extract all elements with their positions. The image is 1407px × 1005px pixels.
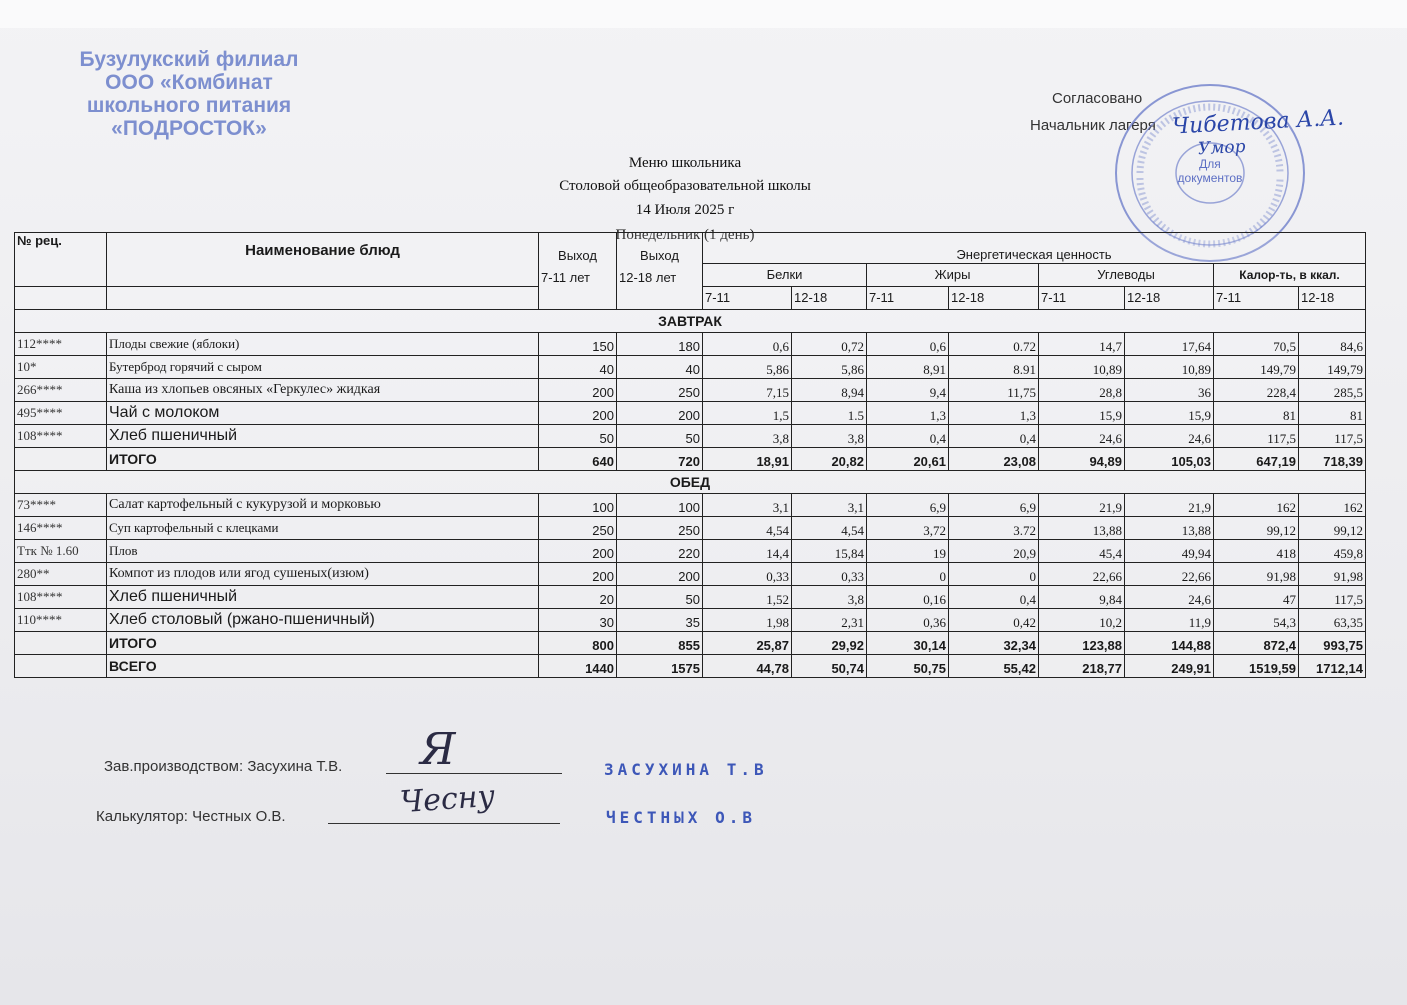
table-row	[15, 609, 1366, 632]
value-cell: 10,2	[1039, 609, 1125, 632]
total-value-cell: 872,4	[1214, 632, 1299, 655]
total-value-cell: 718,39	[1299, 448, 1366, 471]
table-row	[15, 563, 1366, 586]
empty-cell	[15, 632, 107, 655]
value-cell: 3.72	[949, 517, 1039, 540]
total-value-cell: 855	[617, 632, 703, 655]
col-output-b-header	[617, 233, 703, 310]
value-cell: 0.72	[949, 333, 1039, 356]
value-cell: 0	[867, 563, 949, 586]
menu-body	[15, 310, 1366, 678]
dish-name: Компот из плодов или ягод сушеных(изюм)	[107, 563, 539, 586]
table-row	[15, 586, 1366, 609]
total-value-cell: 640	[539, 448, 617, 471]
value-cell: 9,4	[867, 379, 949, 402]
value-cell: 0,4	[867, 425, 949, 448]
col-name-header: Наименование блюд	[107, 233, 539, 287]
total-value-cell: 1712,14	[1299, 655, 1366, 678]
calculator-label: Калькулятор: Честных О.В.	[96, 808, 286, 825]
value-cell: 81	[1214, 402, 1299, 425]
value-cell: 10,89	[1039, 356, 1125, 379]
value-cell: 0,4	[949, 425, 1039, 448]
value-cell: 1,3	[949, 402, 1039, 425]
signature-underline	[386, 773, 562, 774]
table-row	[15, 379, 1366, 402]
value-cell: 228,4	[1214, 379, 1299, 402]
value-cell: 0,6	[867, 333, 949, 356]
value-cell: 40	[539, 356, 617, 379]
value-cell: 0,36	[867, 609, 949, 632]
org-stamp-line: ООО «Комбинат	[105, 71, 273, 94]
total-row	[15, 448, 1366, 471]
value-cell: 250	[617, 517, 703, 540]
paper-edge	[0, 0, 1407, 28]
value-cell: 22,66	[1039, 563, 1125, 586]
value-cell: 3,8	[703, 425, 792, 448]
value-cell: 14,4	[703, 540, 792, 563]
value-cell: 5,86	[792, 356, 867, 379]
value-cell: 418	[1214, 540, 1299, 563]
value-cell: 6,9	[949, 494, 1039, 517]
fats-header: Жиры	[867, 264, 1039, 287]
approval-position: Начальник лагеря	[1030, 117, 1156, 134]
value-cell: 162	[1299, 494, 1366, 517]
total-value-cell: 144,88	[1125, 632, 1214, 655]
value-cell: 50	[617, 586, 703, 609]
value-cell: 21,9	[1125, 494, 1214, 517]
value-cell: 70,5	[1214, 333, 1299, 356]
value-cell: 8.91	[949, 356, 1039, 379]
col-code-header: № рец.	[15, 233, 107, 287]
section-row	[15, 310, 1366, 333]
value-cell: 149,79	[1214, 356, 1299, 379]
recipe-code: Ттк № 1.60	[15, 540, 107, 563]
value-cell: 117,5	[1299, 586, 1366, 609]
recipe-code: 110****	[15, 609, 107, 632]
total-value-cell: 50,75	[867, 655, 949, 678]
table-row	[15, 540, 1366, 563]
table-row	[15, 517, 1366, 540]
value-cell: 19	[867, 540, 949, 563]
value-cell: 3,72	[867, 517, 949, 540]
total-value-cell: 25,87	[703, 632, 792, 655]
value-cell: 1,52	[703, 586, 792, 609]
value-cell: 459,8	[1299, 540, 1366, 563]
production-manager-signature: Я	[420, 724, 456, 775]
value-cell: 0,33	[792, 563, 867, 586]
value-cell: 24,6	[1125, 586, 1214, 609]
output-label: Выход	[558, 248, 597, 263]
output-age: 12-18 лет	[619, 270, 677, 285]
production-manager-label: Зав.производством: Засухина Т.В.	[104, 758, 343, 775]
value-cell: 45,4	[1039, 540, 1125, 563]
age-a-header: 7-11	[1214, 287, 1299, 310]
value-cell: 100	[617, 494, 703, 517]
organization-stamp	[64, 48, 314, 140]
value-cell: 1,3	[867, 402, 949, 425]
value-cell: 15,9	[1125, 402, 1214, 425]
value-cell: 91,98	[1214, 563, 1299, 586]
value-cell: 11,75	[949, 379, 1039, 402]
value-cell: 8,94	[792, 379, 867, 402]
total-value-cell: 105,03	[1125, 448, 1214, 471]
value-cell: 8,91	[867, 356, 949, 379]
value-cell: 84,6	[1299, 333, 1366, 356]
col-output-a-header	[539, 233, 617, 310]
value-cell: 49,94	[1125, 540, 1214, 563]
value-cell: 91,98	[1299, 563, 1366, 586]
output-age: 7-11 лет	[541, 270, 591, 285]
value-cell: 3,1	[703, 494, 792, 517]
proteins-header: Белки	[703, 264, 867, 287]
section-title: ОБЕД	[15, 471, 1366, 494]
value-cell: 36	[1125, 379, 1214, 402]
dish-name: Чай с молоком	[107, 402, 539, 425]
dish-name: Хлеб пшеничный	[107, 425, 539, 448]
age-b-header: 12-18	[792, 287, 867, 310]
section-row	[15, 471, 1366, 494]
empty-cell	[15, 287, 107, 310]
value-cell: 0	[949, 563, 1039, 586]
value-cell: 3,8	[792, 425, 867, 448]
value-cell: 1.5	[792, 402, 867, 425]
total-value-cell: 1519,59	[1214, 655, 1299, 678]
value-cell: 0,33	[703, 563, 792, 586]
total-value-cell: 218,77	[1039, 655, 1125, 678]
value-cell: 20	[539, 586, 617, 609]
value-cell: 99,12	[1299, 517, 1366, 540]
total-value-cell: 55,42	[949, 655, 1039, 678]
total-label: ВСЕГО	[107, 655, 539, 678]
value-cell: 21,9	[1039, 494, 1125, 517]
value-cell: 15,9	[1039, 402, 1125, 425]
value-cell: 10,89	[1125, 356, 1214, 379]
value-cell: 14,7	[1039, 333, 1125, 356]
total-row	[15, 632, 1366, 655]
value-cell: 250	[539, 517, 617, 540]
empty-cell	[15, 655, 107, 678]
total-value-cell: 32,34	[949, 632, 1039, 655]
calculator-signature: Чесну	[398, 778, 497, 821]
value-cell: 200	[617, 563, 703, 586]
table-row	[15, 402, 1366, 425]
value-cell: 0,72	[792, 333, 867, 356]
total-value-cell: 50,74	[792, 655, 867, 678]
value-cell: 0,6	[703, 333, 792, 356]
dish-name: Плоды свежие (яблоки)	[107, 333, 539, 356]
value-cell: 13,88	[1039, 517, 1125, 540]
stamp-center-text: документов	[1177, 171, 1243, 185]
value-cell: 17,64	[1125, 333, 1214, 356]
stamp-center-text: Для	[1199, 157, 1221, 171]
value-cell: 20,9	[949, 540, 1039, 563]
value-cell: 13,88	[1125, 517, 1214, 540]
age-a-header: 7-11	[867, 287, 949, 310]
age-b-header: 12-18	[1125, 287, 1214, 310]
total-value-cell: 44,78	[703, 655, 792, 678]
org-stamp-line: Бузулукский филиал	[79, 48, 299, 71]
table-row	[15, 356, 1366, 379]
value-cell: 150	[539, 333, 617, 356]
value-cell: 100	[539, 494, 617, 517]
doc-subtitle: Столовой общеобразовательной школы	[559, 178, 811, 194]
value-cell: 0,16	[867, 586, 949, 609]
value-cell: 15,84	[792, 540, 867, 563]
value-cell: 22,66	[1125, 563, 1214, 586]
total-value-cell: 30,14	[867, 632, 949, 655]
empty-cell	[107, 287, 539, 310]
total-value-cell: 23,08	[949, 448, 1039, 471]
doc-title: Меню школьника	[628, 155, 742, 171]
value-cell: 117,5	[1214, 425, 1299, 448]
value-cell: 0,42	[949, 609, 1039, 632]
energy-header: Энергетическая ценность	[703, 233, 1366, 264]
value-cell: 50	[617, 425, 703, 448]
section-title: ЗАВТРАК	[15, 310, 1366, 333]
value-cell: 35	[617, 609, 703, 632]
value-cell: 162	[1214, 494, 1299, 517]
value-cell: 81	[1299, 402, 1366, 425]
output-label: Выход	[640, 248, 679, 263]
dish-name: Салат картофельный с кукурузой и морковью	[107, 494, 539, 517]
value-cell: 4,54	[703, 517, 792, 540]
total-value-cell: 94,89	[1039, 448, 1125, 471]
recipe-code: 73****	[15, 494, 107, 517]
value-cell: 9,84	[1039, 586, 1125, 609]
total-value-cell: 800	[539, 632, 617, 655]
approver-signature: Чибетова А.А.	[1171, 105, 1345, 140]
value-cell: 6,9	[867, 494, 949, 517]
total-value-cell: 1575	[617, 655, 703, 678]
recipe-code: 10*	[15, 356, 107, 379]
total-label: ИТОГО	[107, 632, 539, 655]
table-row	[15, 333, 1366, 356]
value-cell: 200	[539, 379, 617, 402]
total-value-cell: 249,91	[1125, 655, 1214, 678]
total-label: ИТОГО	[107, 448, 539, 471]
approval-label: Согласовано	[1052, 90, 1143, 107]
total-row	[15, 655, 1366, 678]
value-cell: 1,5	[703, 402, 792, 425]
menu-table	[14, 232, 1366, 678]
table-row	[15, 425, 1366, 448]
total-value-cell: 29,92	[792, 632, 867, 655]
total-value-cell: 993,75	[1299, 632, 1366, 655]
value-cell: 30	[539, 609, 617, 632]
value-cell: 180	[617, 333, 703, 356]
table-row	[15, 494, 1366, 517]
age-a-header: 7-11	[1039, 287, 1125, 310]
value-cell: 11,9	[1125, 609, 1214, 632]
total-value-cell: 720	[617, 448, 703, 471]
total-value-cell: 1440	[539, 655, 617, 678]
doc-day: Понедельник (1 день)	[615, 227, 755, 243]
value-cell: 250	[617, 379, 703, 402]
value-cell: 24,6	[1125, 425, 1214, 448]
value-cell: 54,3	[1214, 609, 1299, 632]
dish-name: Бутерброд горячий с сыром	[107, 356, 539, 379]
dish-name: Плов	[107, 540, 539, 563]
recipe-code: 266****	[15, 379, 107, 402]
dish-name: Хлеб столовый (ржано-пшеничный)	[107, 609, 539, 632]
header-row	[15, 233, 1366, 264]
recipe-code: 495****	[15, 402, 107, 425]
value-cell: 117,5	[1299, 425, 1366, 448]
age-a-header: 7-11	[703, 287, 792, 310]
age-b-header: 12-18	[949, 287, 1039, 310]
value-cell: 28,8	[1039, 379, 1125, 402]
value-cell: 200	[617, 402, 703, 425]
value-cell: 24,6	[1039, 425, 1125, 448]
org-stamp-line: «ПОДРОСТОК»	[111, 117, 267, 140]
value-cell: 220	[617, 540, 703, 563]
value-cell: 99,12	[1214, 517, 1299, 540]
value-cell: 285,5	[1299, 379, 1366, 402]
production-manager-stamp: ЗАСУХИНА Т.В	[604, 760, 768, 779]
value-cell: 0,4	[949, 586, 1039, 609]
dish-name: Каша из хлопьев овсяных «Геркулес» жидкая	[107, 379, 539, 402]
carbs-header: Углеводы	[1039, 264, 1214, 287]
value-cell: 5,86	[703, 356, 792, 379]
recipe-code: 112****	[15, 333, 107, 356]
recipe-code: 108****	[15, 425, 107, 448]
total-value-cell: 20,82	[792, 448, 867, 471]
value-cell: 149,79	[1299, 356, 1366, 379]
recipe-code: 108****	[15, 586, 107, 609]
signature-underline	[328, 823, 560, 824]
value-cell: 63,35	[1299, 609, 1366, 632]
calculator-stamp: ЧЕСТНЫХ О.В	[606, 808, 756, 827]
total-value-cell: 647,19	[1214, 448, 1299, 471]
value-cell: 200	[539, 540, 617, 563]
dish-name: Суп картофельный с клецками	[107, 517, 539, 540]
value-cell: 3,1	[792, 494, 867, 517]
total-value-cell: 20,61	[867, 448, 949, 471]
value-cell: 2,31	[792, 609, 867, 632]
value-cell: 7,15	[703, 379, 792, 402]
total-value-cell: 123,88	[1039, 632, 1125, 655]
value-cell: 3,8	[792, 586, 867, 609]
recipe-code: 280**	[15, 563, 107, 586]
org-stamp-line: школьного питания	[86, 94, 292, 117]
approver-signature-mark: Умор	[1197, 136, 1246, 160]
empty-cell	[15, 448, 107, 471]
value-cell: 50	[539, 425, 617, 448]
kcal-header: Калор-ть, в ккал.	[1214, 264, 1366, 287]
value-cell: 47	[1214, 586, 1299, 609]
age-b-header: 12-18	[1299, 287, 1366, 310]
doc-date: 14 Июля 2025 г	[635, 202, 735, 218]
value-cell: 200	[539, 563, 617, 586]
value-cell: 1,98	[703, 609, 792, 632]
value-cell: 40	[617, 356, 703, 379]
recipe-code: 146****	[15, 517, 107, 540]
dish-name: Хлеб пшеничный	[107, 586, 539, 609]
value-cell: 200	[539, 402, 617, 425]
value-cell: 4,54	[792, 517, 867, 540]
total-value-cell: 18,91	[703, 448, 792, 471]
